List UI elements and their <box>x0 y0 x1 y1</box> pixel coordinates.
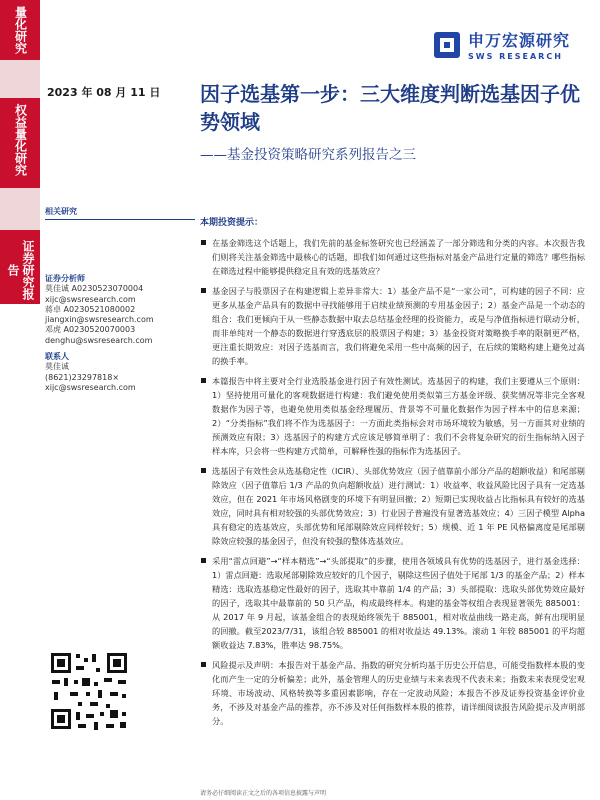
paragraph <box>200 374 585 458</box>
analyst-line[interactable]: denghu@swsresearch.com <box>45 335 153 345</box>
sidebar <box>0 0 40 800</box>
analyst-block <box>45 274 195 346</box>
logo-en: SWS RESEARCH <box>467 52 563 61</box>
paragraph-text: 本篇报告中将主要对全行业选股基金进行因子有效性测试。选基因子的构建，我们主要遵从三个原则：1）坚持使用可量化的客观数据进行构建：我们避免使用类似第三方基金评级、获奖情况等非完全客观数据作为因子等，也避免使用类似基金经理履历、背景等不可量化数据作为因子样本中的信息来源；2）“分类指标”我们将不作为选基因子：一方面此类指标会对市场环境较为敏感，另一方面其对业绩的预测效应有限；3）选基因子的构建方式应该足够简单明了：我们不会将复杂研究的衍生指标纳入因子样本库，只会将一些构建方式简单，可解释性强的指标作为选基因子。 <box>212 376 585 456</box>
divider <box>45 219 195 220</box>
paragraph <box>200 236 585 278</box>
analyst-line[interactable]: xijc@swsresearch.com <box>45 294 136 304</box>
bullet-icon <box>201 378 206 383</box>
logo-icon <box>432 30 462 60</box>
bullet-icon <box>201 558 206 563</box>
analyst-line: 蒋卓 A0230521080002 <box>45 304 136 314</box>
investment-highlights <box>200 216 585 734</box>
bullet-icon <box>201 288 206 293</box>
paragraph <box>200 464 585 548</box>
bullet-icon <box>201 662 206 667</box>
sidebar-gap <box>0 188 40 230</box>
sidebar-gap <box>0 60 40 98</box>
page-subtitle: ——基金投资策略研究系列报告之三 <box>200 147 416 163</box>
analyst-line: 莫佳诚 A0230523070004 <box>45 284 144 294</box>
bullet-icon <box>201 240 206 245</box>
contact-heading: 联系人 <box>45 352 69 361</box>
qr-code-icon <box>48 650 130 732</box>
contact-line: (8621)23297818× <box>45 372 120 382</box>
contact-line: 莫佳诚 <box>45 362 69 372</box>
highlights-heading: 本期投资提示： <box>200 218 264 228</box>
sidebar-tag-report: 证券研究报告 <box>0 230 40 304</box>
contact-block <box>45 352 195 393</box>
footer-disclaimer: 请务必仔细阅读正文之后的各项信息披露与声明 <box>200 790 327 797</box>
sidebar-tag-quant: 量化研究 <box>0 0 40 60</box>
sidebar-tag-equity-quant: 权益量化研究 <box>0 98 40 188</box>
paragraph <box>200 658 585 728</box>
logo-cn: 申万宏源研究 <box>467 31 570 50</box>
page-title: 因子选基第一步：三大维度判断选基因子优势领域 <box>200 82 580 134</box>
paragraph-text: 采用“雷点回避”→“样本精选”→“头部提取”的步骤，使用各领域具有优势的选基因子，进行基金选择：1）雷点回避：选取尾部剔除效应较好的几个因子，剔除这些因子值处于尾部 1/3 的基金产品；2）样本精选：选取选基稳定性最好的因子，选取其中靠前 1/4 的产品；3）头部提取：选取头部优势效应最好的因子，选取其中最靠前的 50 只产品，构成最终样本。构建的基金等权组合表现显著领先 885001：从 2017 年 9 月起，该基金组合的表现始终领先于 885001，相对收益曲线一路走高，鲜有出现明显的回撤。截至2023/7/31，该组合较 885001 的相对收益达 49.13%。滚动 1 年较 885001 的平均超额收益达 7.83%，胜率达 98.75%。 <box>212 556 585 650</box>
paragraph <box>200 554 585 652</box>
related-research <box>45 206 195 266</box>
analyst-line: 邓虎 A0230520070003 <box>45 325 136 335</box>
paragraph <box>200 284 585 368</box>
related-heading: 相关研究 <box>45 207 77 216</box>
report-date: 2023 年 08 月 11 日 <box>47 86 161 99</box>
logo <box>432 28 570 61</box>
bullet-icon <box>201 468 206 473</box>
paragraph-text: 风险提示及声明：本报告对于基金产品、指数的研究分析均基于历史公开信息，可能受指数样本股的变化而产生一定的分析偏差；此外，基金管理人的历史业绩与未来表现不代表未来；指数未来表现受宏观环境、市场波动、风格转换等多重因素影响，存在一定波动风险；本报告不涉及证券投资基金评价业务，不涉及对基金产品的推荐，亦不涉及对任何指数样本股的推荐，请详细阅读报告风险提示及声明部分。 <box>212 660 585 726</box>
analyst-line[interactable]: jiangxin@swsresearch.com <box>45 315 154 325</box>
analyst-heading: 证券分析师 <box>45 274 85 283</box>
paragraph-text: 基金因子与股票因子在构建逻辑上差异非常大：1）基金产品不是“一家公司”，可构建的因子不同：应更多从基金产品具有的数据中寻找能够用于启续业绩预测的专用基金因子；2）基金产品是一个动态的组合：我们更倾向于从一些静态数据中取去总结基金经理的投资能力，或是与净值指标进行联动分析，而非单纯对一个静态的数据进行穿透底层的股票因子构建；3）基金投资对策略换手率的限制更严格，更注重长期效应：对因子选基而言，我们将避免采用一些中高频的因子，在后续的策略构建上避免过高的换手率。 <box>212 286 585 366</box>
paragraph-text: 在基金筛选这个话题上，我们先前的基金标签研究也已经涵盖了一部分筛选和分类的内容。本次报告我们则将关注基金筛选中最核心的话题，即我们如何通过这些指标对基金产品进行定量的筛选？哪些指标在筛选过程中能够提供稳定且有效的选基效应？ <box>212 238 585 276</box>
paragraph-text: 选基因子有效性会从选基稳定性（ICIR）、头部优势效应（因子值靠前小部分产品的超额收益）和尾部剔除效应（因子值靠后 1/3 产品的负向超额收益）进行测试：1）收益率、收益风险比因子具有一定选基效应，但在 2021 年市场风格剧变的环境下有明显回撤；2）短期已实现收益占比指标具有较好的选基效应，同时具有相对较强的头部优势效应；3）行业因子普遍没有显著选基效应；4）三因子模型 Alpha 具有稳定的选基效应，头部优势和尾部剔除效应同样较好；5）规模、近 1 年 PE 风格偏离度是尾部剔除效应较强的基金因子，但没有较强的整体选基效应。 <box>212 466 585 546</box>
contact-line[interactable]: xijc@swsresearch.com <box>45 382 136 392</box>
